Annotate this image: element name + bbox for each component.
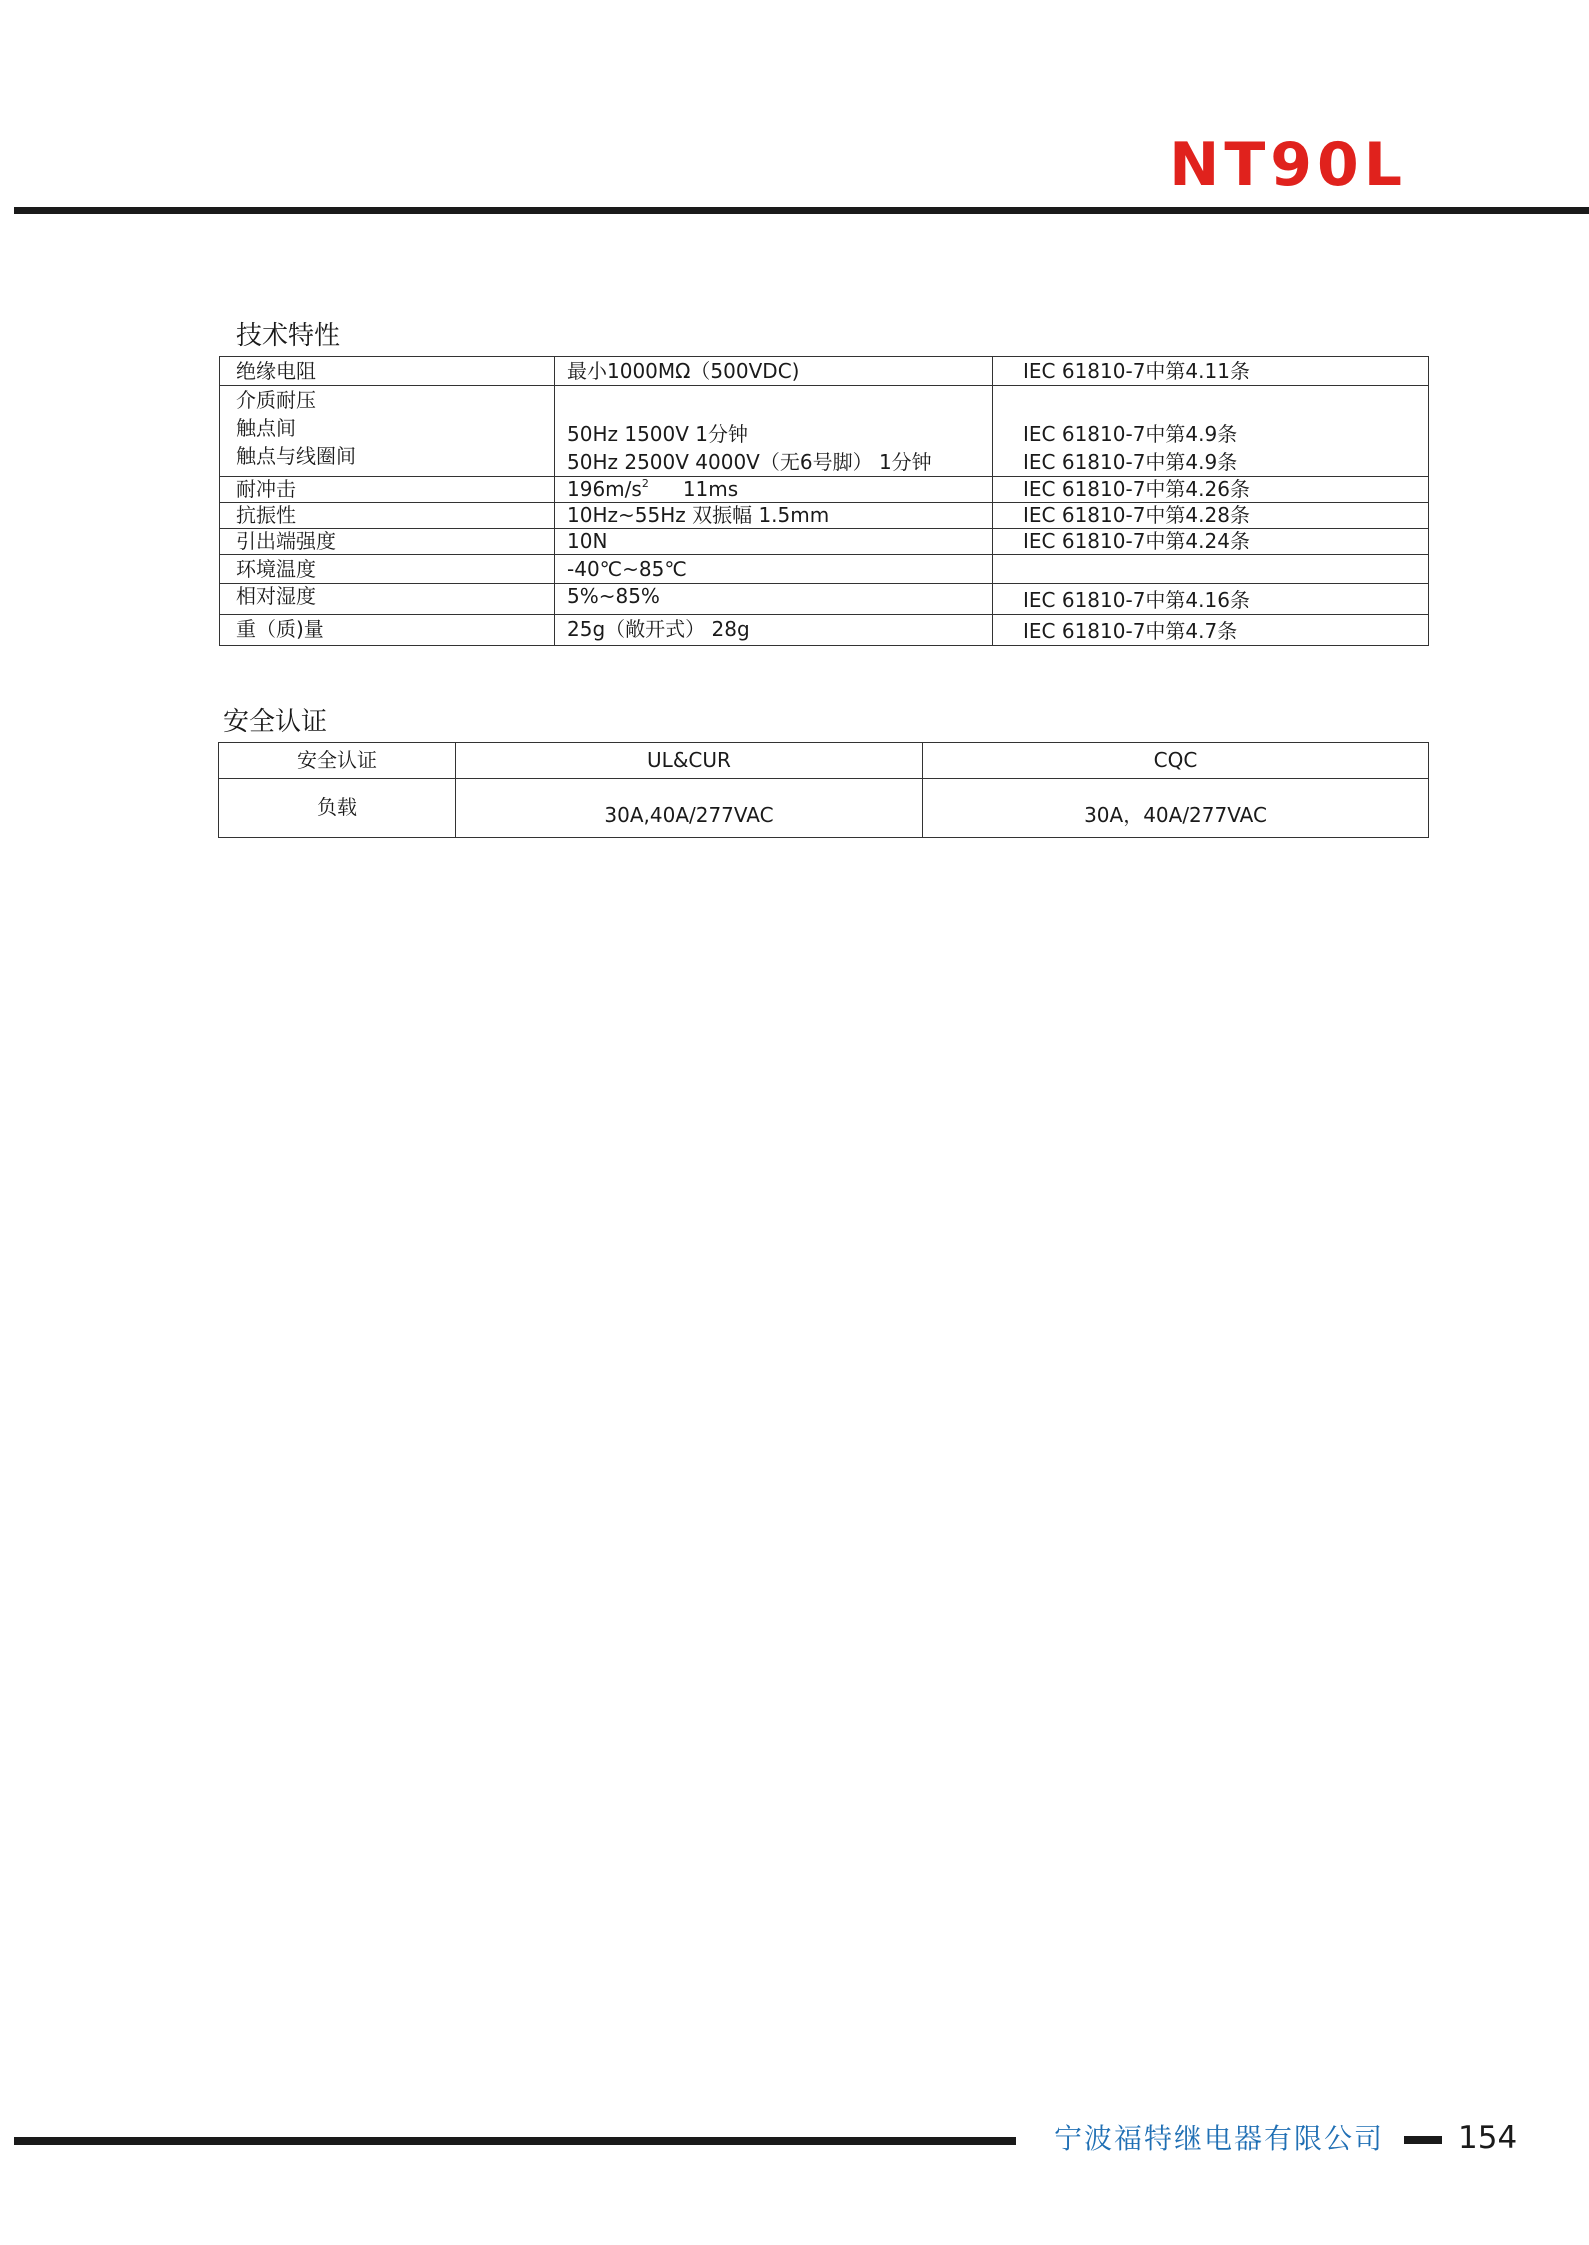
spec-standard [1023, 555, 1428, 583]
spec-label: 引出端强度 [236, 529, 336, 553]
spec-value: 25g（敞开式） 28g [567, 617, 750, 641]
spec-label: 介质耐压 [236, 388, 316, 412]
table-row [220, 615, 1429, 646]
spec-value: $196m/s^2$ 11ms [567, 477, 739, 501]
spec-label: 耐冲击 [236, 477, 296, 501]
spec-value: -40℃~85℃ [567, 557, 687, 581]
table-row [220, 529, 1429, 555]
header-rule [14, 207, 1589, 214]
spec-value: 50Hz 1500V 1分钟 [567, 422, 749, 446]
spec-standard: IEC 61810-7中第4.9条 [1023, 422, 1238, 446]
spec-standard: IEC 61810-7中第4.9条 [1023, 450, 1238, 474]
spec-value: 50Hz 2500V 4000V（无6号脚） 1分钟 [567, 450, 932, 474]
company-name: 宁波福特继电器有限公司 [1054, 2122, 1385, 2155]
spec-label: 触点与线圈间 [236, 444, 356, 468]
table-row [220, 584, 1429, 615]
table-row [220, 357, 1429, 386]
page-number: 154 [1458, 2120, 1518, 2156]
table-row [219, 779, 1429, 838]
cert-load-label: 负载 [317, 795, 357, 819]
table-row [220, 477, 1429, 503]
table-row [220, 503, 1429, 529]
spec-standard: IEC 61810-7中第4.7条 [1023, 619, 1238, 643]
table-row [220, 555, 1429, 584]
cert-header-cqc: CQC [923, 743, 1429, 779]
spec-label: 相对湿度 [236, 584, 316, 608]
spec-standard: IEC 61810-7中第4.16条 [1023, 588, 1250, 612]
safety-cert-table [218, 742, 1429, 838]
footer-rule [14, 2137, 1016, 2145]
spec-standard: IEC 61810-7中第4.24条 [1023, 529, 1250, 553]
table-header-row [219, 743, 1429, 779]
model-title: NT90L [1169, 130, 1407, 200]
spec-value: 最小1000MΩ（500VDC) [567, 359, 800, 383]
cert-header-label: 安全认证 [219, 743, 456, 779]
spec-value: 10Hz~55Hz 双振幅 1.5mm [567, 503, 830, 527]
table-row [220, 386, 1429, 477]
cert-load-cqc: 30A，40A/277VAC [1084, 803, 1267, 827]
spec-standard: IEC 61810-7中第4.28条 [1023, 503, 1250, 527]
spec-value: 5%~85% [567, 584, 660, 608]
cert-load-ul: 30A,40A/277VAC [604, 803, 774, 827]
cert-header-ul: UL&CUR [456, 743, 923, 779]
spec-label: 抗振性 [236, 503, 296, 527]
spec-value: 10N [567, 529, 608, 553]
spec-label: 触点间 [236, 416, 296, 440]
spec-label: 绝缘电阻 [236, 359, 316, 383]
page-number-dash [1404, 2136, 1442, 2144]
safety-cert-title: 安全认证 [223, 707, 328, 737]
tech-specs-table [219, 356, 1429, 646]
spec-standard: IEC 61810-7中第4.26条 [1023, 477, 1250, 501]
spec-label: 环境温度 [236, 557, 316, 581]
spec-label: 重（质)量 [236, 617, 324, 641]
tech-specs-title: 技术特性 [236, 321, 341, 351]
spec-standard: IEC 61810-7中第4.11条 [1023, 359, 1250, 383]
